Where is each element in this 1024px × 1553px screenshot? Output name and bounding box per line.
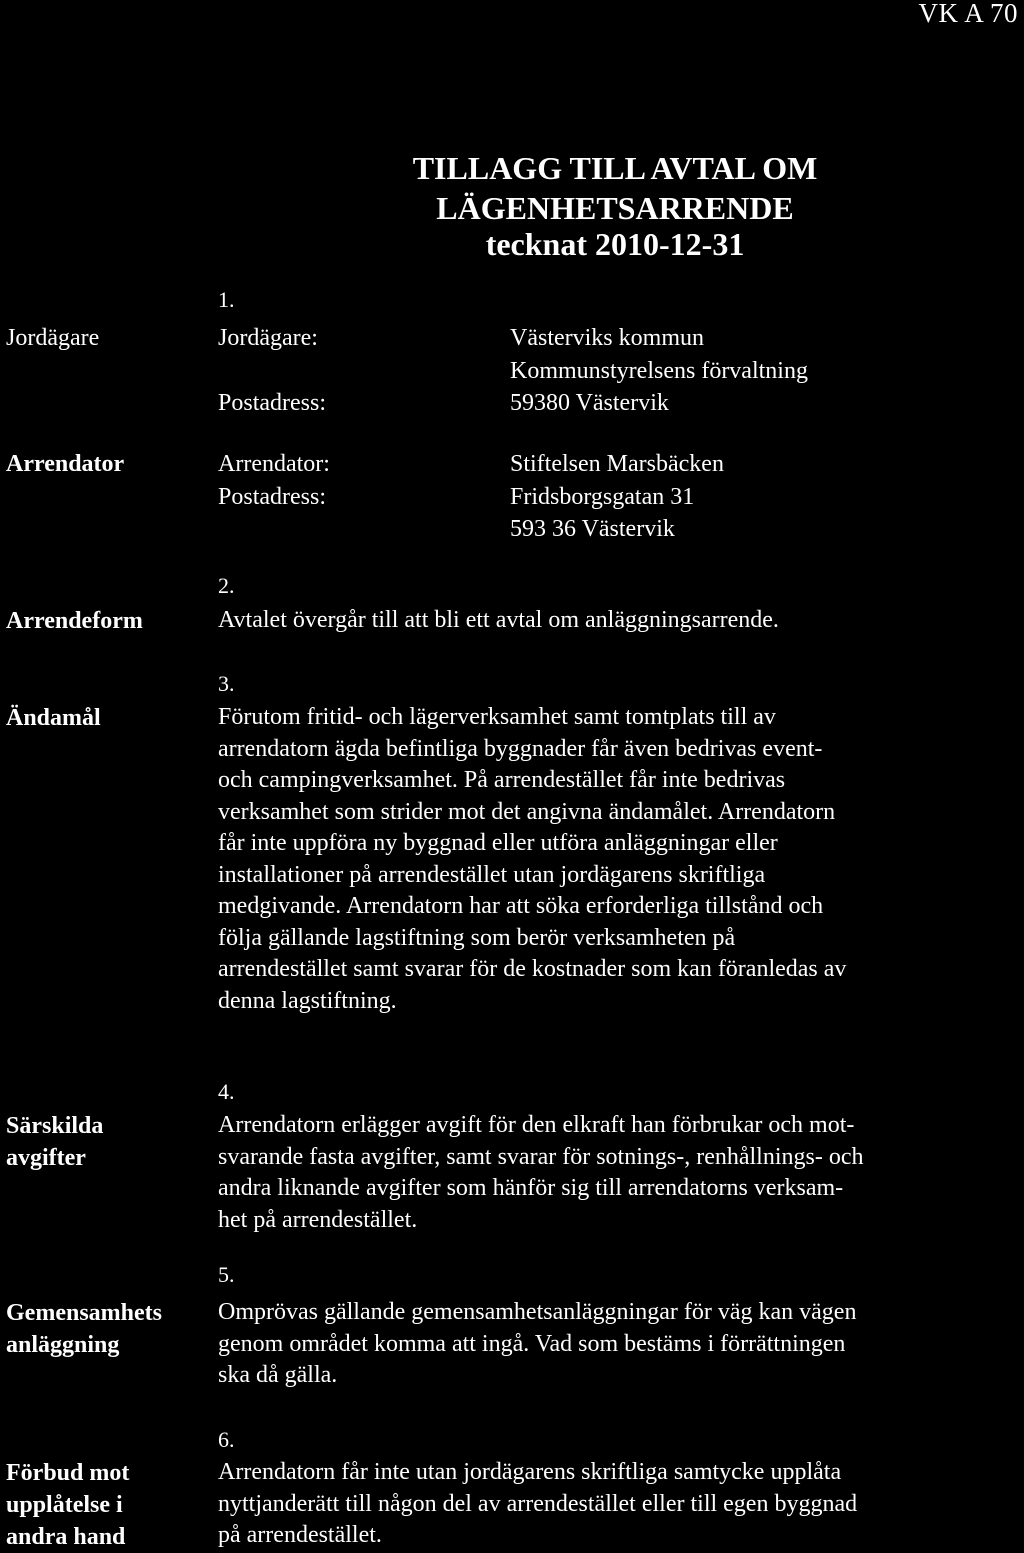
text-line: Förutom fritid- och lägerverksamhet samt tomtplats till av (218, 704, 776, 730)
text-line: andra liknande avgifter som hänför sig till arrendatorns verksam- (218, 1175, 844, 1201)
arrendator-postadress-label: Postadress: (218, 484, 326, 510)
side-heading-jordagare: Jordägare (6, 325, 100, 351)
title-line-3: tecknat 2010-12-31 (485, 226, 745, 262)
text-line: Omprövas gällande gemensamhetsanläggningar för väg kan vägen (218, 1299, 857, 1325)
side-heading-line: anläggning (6, 1332, 120, 1358)
title-line-1: TILLAGG TILL AVTAL OM (412, 150, 818, 186)
jordagare-label: Jordägare: (218, 325, 318, 351)
side-heading-arrendator: Arrendator (6, 451, 125, 477)
text-line: ska då gälla. (218, 1362, 338, 1388)
section-6-number: 6. (218, 1427, 235, 1452)
arrendator-postadress-value-1: Fridsborgsgatan 31 (510, 484, 695, 510)
text-line: medgivande. Arrendatorn har att söka erforderliga tillstånd och (218, 893, 824, 919)
document-reference: VK A 70 (918, 0, 1018, 28)
section-4-number: 4. (218, 1079, 235, 1104)
text-line: genom området komma att ingå. Vad som bestäms i förrättningen (218, 1330, 846, 1357)
arrendator-label: Arrendator: (218, 451, 330, 477)
jordagare-postadress-label: Postadress: (218, 390, 326, 416)
side-heading-line: avgifter (6, 1145, 86, 1171)
section-5-number: 5. (218, 1262, 235, 1287)
side-heading-line: Gemensamhets (6, 1300, 162, 1326)
side-heading-line: Särskilda (6, 1113, 104, 1139)
section-2-text: Avtalet övergår till att bli ett avtal om anläggningsarrende. (218, 607, 779, 633)
text-line: nyttjanderätt till någon del av arrendestället eller till egen byggnad (218, 1490, 858, 1517)
section-6-body (218, 1457, 1018, 1552)
arrendator-postadress-value-2: 593 36 Västervik (510, 516, 675, 542)
text-line: verksamhet som strider mot det angivna ändamålet. Arrendatorn (218, 798, 836, 825)
text-line: Arrendatorn erlägger avgift för den elkraft han förbrukar och mot- (218, 1112, 855, 1138)
side-heading-arrendeform: Arrendeform (6, 608, 143, 634)
text-line: svarande fasta avgifter, samt svarar för sotnings-, renhållnings- och (218, 1143, 864, 1170)
jordagare-value-1: Västerviks kommun (510, 325, 704, 351)
section-3-number: 3. (218, 671, 235, 696)
section-4-body (218, 1110, 1018, 1236)
text-line: följa gällande lagstiftning som berör verksamheten på (218, 924, 736, 951)
arrendator-value: Stiftelsen Marsbäcken (510, 451, 724, 477)
text-line: arrendatorn ägda befintliga byggnader får även bedrivas event- (218, 735, 823, 762)
side-heading-line: andra hand (6, 1524, 126, 1550)
text-line: på arrendestället. (218, 1522, 382, 1548)
side-heading-forbud-mot-upplatelse (6, 1457, 129, 1553)
title-line-2: LÄGENHETSARRENDE (436, 190, 794, 226)
side-heading-gemensamhetsanlaggning (6, 1297, 162, 1361)
text-line: arrendestället samt svarar för de kostnader som kan föranledas av (218, 956, 847, 982)
side-heading-sarskilda-avgifter (6, 1110, 103, 1174)
jordagare-postadress-value: 59380 Västervik (510, 390, 669, 416)
side-heading-line: Förbud mot (6, 1460, 130, 1486)
text-line: denna lagstiftning. (218, 987, 397, 1014)
section-2-number: 2. (218, 573, 235, 598)
section-1-number: 1. (218, 287, 235, 312)
text-line: får inte uppföra ny byggnad eller utföra anläggningar eller (218, 830, 778, 856)
text-line: och campingverksamhet. På arrendestället får inte bedrivas (218, 767, 786, 793)
side-heading-line: upplåtelse i (6, 1492, 123, 1518)
section-3-body (218, 702, 1018, 1017)
jordagare-value-2: Kommunstyrelsens förvaltning (510, 358, 808, 384)
side-heading-andamal: Ändamål (6, 705, 101, 731)
text-line: Arrendatorn får inte utan jordägarens skriftliga samtycke upplåta (218, 1459, 842, 1485)
section-5-body (218, 1297, 1018, 1392)
text-line: installationer på arrendestället utan jordägarens skriftliga (218, 861, 766, 888)
text-line: het på arrendestället. (218, 1206, 418, 1233)
